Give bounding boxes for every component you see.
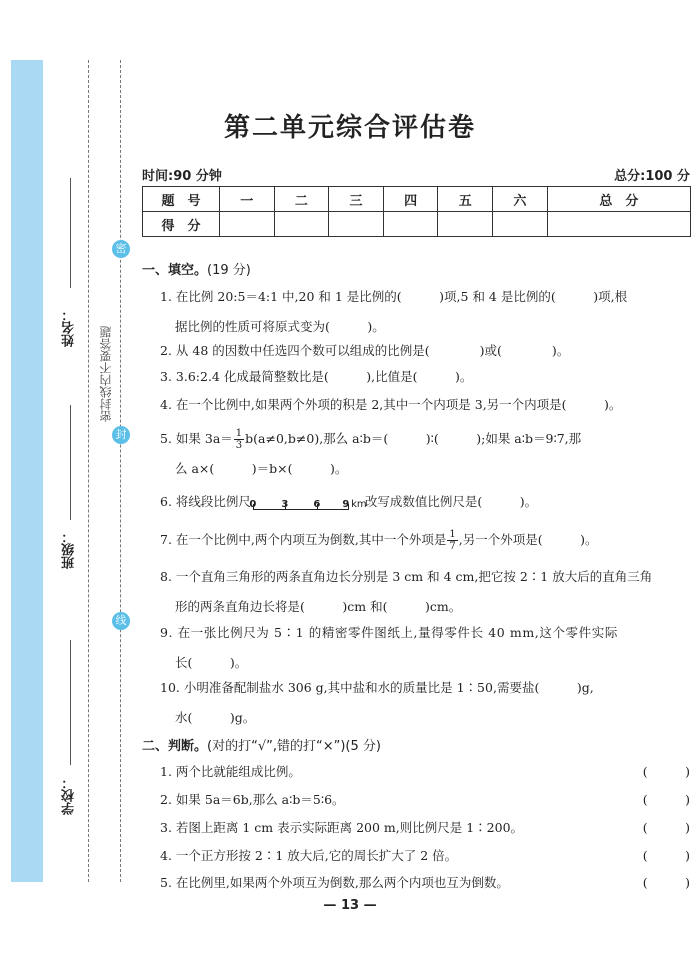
- table-cell: 二: [274, 187, 329, 212]
- scale-label: 9: [342, 498, 350, 510]
- answer-parentheses[interactable]: ( ): [642, 848, 690, 863]
- judgement-item-4: [160, 846, 690, 864]
- exam-total: 总分:100 分: [614, 169, 690, 184]
- score-input-cell[interactable]: [493, 212, 548, 237]
- score-input-cell[interactable]: [438, 212, 493, 237]
- question-text: b(a≠0,b≠0),那么 a∶b＝( )∶( );如果 a∶b＝9∶7,那: [245, 431, 582, 446]
- score-input-cell[interactable]: [329, 212, 384, 237]
- section-note: (对的打“√”,错的打“×”)(5 分): [207, 739, 381, 754]
- scale-bar-line: [253, 509, 349, 510]
- question-line: [160, 525, 690, 555]
- judgement-text: 4. 一个正方形按 2∶1 放大后,它的周长扩大了 2 倍。: [160, 848, 458, 863]
- fold-line-right: [120, 60, 121, 882]
- judgement-text: 5. 在比例里,如果两个外项互为倒数,那么两个内项也互为倒数。: [160, 875, 509, 890]
- section-note: (19 分): [207, 263, 251, 278]
- answer-parentheses[interactable]: ( ): [642, 875, 690, 890]
- judgement-item-3: [160, 818, 690, 836]
- question-line: 水( )g。: [175, 710, 256, 725]
- question-text: 6. 将线段比例尺: [160, 494, 251, 509]
- fraction: [234, 428, 244, 451]
- scale-label: 6: [313, 498, 321, 510]
- judgement-text: 1. 两个比就能组成比例。: [160, 764, 301, 779]
- seal-tag-xian: 线: [112, 612, 130, 630]
- score-input-cell[interactable]: [220, 212, 275, 237]
- table-cell: 题 号: [143, 187, 220, 212]
- table-cell: 四: [383, 187, 438, 212]
- score-table-score-row: [143, 212, 691, 237]
- fraction-numerator: 1: [235, 428, 243, 439]
- fraction: [447, 529, 457, 552]
- question-4: [160, 390, 690, 420]
- question-line: [160, 424, 690, 454]
- exam-time: 时间:90 分钟: [142, 169, 222, 184]
- seal-tag-mi: 密: [112, 240, 130, 258]
- fraction-denominator: 3: [235, 440, 243, 451]
- question-line: 长( )。: [175, 655, 248, 670]
- question-7: [160, 525, 690, 555]
- score-table-header-row: [143, 187, 691, 212]
- question-1: [160, 282, 690, 342]
- table-cell: 一: [220, 187, 275, 212]
- table-cell: 三: [329, 187, 384, 212]
- class-label: 班级：: [62, 530, 77, 569]
- score-input-cell[interactable]: [547, 212, 690, 237]
- score-input-cell[interactable]: [274, 212, 329, 237]
- page-title: 第二单元综合评估卷: [223, 113, 476, 143]
- table-cell: 五: [438, 187, 493, 212]
- question-line: 么 a×( )＝b×( )。: [175, 461, 348, 476]
- fraction-denominator: 7: [449, 541, 456, 552]
- scale-label: 3: [281, 498, 289, 510]
- name-fill-line[interactable]: [70, 178, 71, 288]
- question-line: 10. 小明准备配制盐水 306 g,其中盐和水的质量比是 1∶50,需要盐( )g,: [160, 680, 594, 695]
- answer-parentheses[interactable]: ( ): [642, 820, 690, 835]
- table-cell: 得 分: [143, 212, 220, 237]
- judgement-text: 3. 若图上距离 1 cm 表示实际距离 200 m,则比例尺是 1∶200。: [160, 820, 524, 835]
- binding-color-strip: [11, 60, 43, 882]
- table-cell: 总 分: [547, 187, 690, 212]
- section-fill-blank-title: [142, 259, 251, 278]
- question-line: 据比例的性质可将原式变为( )。: [175, 319, 385, 334]
- question-10: [160, 673, 690, 733]
- question-3: [160, 362, 690, 392]
- section-true-false-title: [142, 735, 381, 754]
- question-line: 1. 在比例 20:5＝4:1 中,20 和 1 是比例的( )项,5 和 4 是比例的( )项,根: [160, 289, 628, 304]
- question-line: 4. 在一个比例中,如果两个外项的积是 2,其中一个内项是 3,另一个内项是( )。: [160, 397, 622, 412]
- table-cell: 六: [493, 187, 548, 212]
- question-9: [160, 618, 690, 678]
- score-input-cell[interactable]: [383, 212, 438, 237]
- question-line: 2. 从 48 的因数中任选四个数可以组成的比例是( )或( )。: [160, 343, 570, 358]
- section-title: 二、判断。: [142, 739, 208, 754]
- seal-tag-feng: 封: [112, 426, 130, 444]
- question-8: [160, 562, 690, 622]
- line-scale-bar: [249, 490, 367, 516]
- judgement-text: 2. 如果 5a＝6b,那么 a∶b＝5∶6。: [160, 792, 345, 807]
- scale-unit: km: [351, 498, 367, 510]
- fraction-numerator: 1: [449, 529, 456, 540]
- page-number: — 13 —: [323, 898, 377, 913]
- question-line: 8. 一个直角三角形的两条直角边长分别是 3 cm 和 4 cm,把它按 2∶1 放大后的直角三角: [160, 569, 653, 584]
- question-text: 7. 在一个比例中,两个内项互为倒数,其中一个外项是: [160, 532, 447, 547]
- question-line: 形的两条直角边长将是( )cm 和( )cm。: [175, 599, 462, 614]
- question-text: 5. 如果 3a＝: [160, 431, 233, 446]
- answer-parentheses[interactable]: ( ): [642, 792, 690, 807]
- school-label: 学校：: [62, 776, 77, 815]
- judgement-item-2: [160, 790, 690, 808]
- section-title: 一、填空。: [142, 263, 208, 278]
- seal-notice: 密封线内不要答题: [99, 326, 113, 422]
- question-text: 改写成数值比例尺是( )。: [364, 494, 538, 509]
- school-fill-line[interactable]: [70, 640, 71, 765]
- class-fill-line[interactable]: [70, 405, 71, 520]
- scale-label: 0: [249, 498, 257, 510]
- question-6: [160, 487, 690, 517]
- score-table: [142, 186, 691, 237]
- judgement-item-5: [160, 873, 690, 891]
- question-line: [160, 487, 690, 517]
- judgement-item-1: [160, 762, 690, 780]
- question-line: 9. 在一张比例尺为 5∶1 的精密零件图纸上,量得零件长 40 mm,这个零件实际: [160, 625, 618, 640]
- name-label: 姓名：: [62, 308, 77, 347]
- fold-line-left: [88, 60, 89, 882]
- question-line: 3. 3.6:2.4 化成最简整数比是( ),比值是( )。: [160, 369, 473, 384]
- question-5: [160, 424, 690, 484]
- answer-parentheses[interactable]: ( ): [642, 764, 690, 779]
- question-text: ,另一个外项是( )。: [458, 532, 598, 547]
